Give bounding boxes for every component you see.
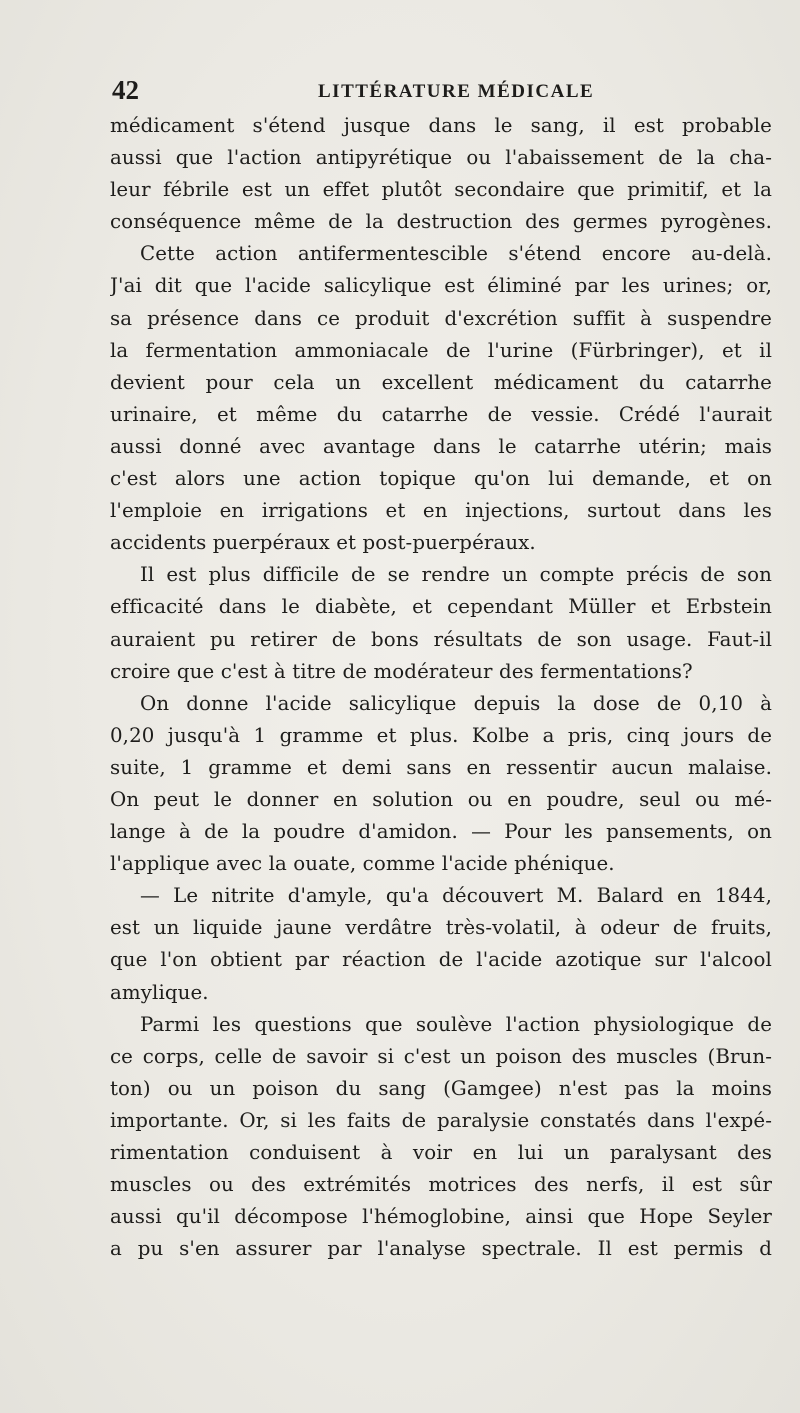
body-text [110, 110, 772, 1265]
text-line: a pu s'en assurer par l'analyse spectrale. Il est permis d [110, 1237, 772, 1261]
text-line: est un liquide jaune verdâtre très-volatil, à odeur de fruits, [110, 916, 772, 940]
text-line: J'ai dit que l'acide salicylique est éliminé par les urines; or, [110, 274, 772, 298]
text-line: l'applique avec la ouate, comme l'acide phénique. [110, 852, 615, 876]
text-line: médicament s'étend jusque dans le sang, il est probable [110, 114, 772, 137]
text-line: aussi que l'action antipyrétique ou l'abaissement de la cha- [110, 146, 772, 170]
text-line: l'emploie en irrigations et en injections, surtout dans les [110, 499, 772, 523]
text-line: amylique. [110, 980, 209, 1004]
text-line: On donne l'acide salicylique depuis la dose de 0,10 à [140, 691, 772, 715]
text-line: On peut le donner en solution ou en poudre, seul ou mé- [110, 787, 772, 811]
text-line: accidents puerpéraux et post-puerpéraux. [110, 531, 536, 555]
text-line: Il est plus difficile de se rendre un compte précis de son [140, 563, 772, 587]
text-line: ton) ou un poison du sang (Gamgee) n'est pas la moins [110, 1076, 772, 1100]
text-line: la fermentation ammoniacale de l'urine (Fürbringer), et il [110, 338, 772, 362]
text-line: urinaire, et même du catarrhe de vessie. Crédé l'aurait [110, 402, 772, 426]
text-line: efficacité dans le diabète, et cependant Müller et Erbstein [110, 595, 772, 619]
text-line: rimentation conduisent à voir en lui un paralysant des [110, 1141, 772, 1164]
text-line: conséquence même de la destruction des germes pyrogènes. [110, 210, 772, 234]
text-line: muscles ou des extrémités motrices des nerfs, il est sûr [110, 1173, 772, 1197]
text-line: — Le nitrite d'amyle, qu'a découvert M. Balard en 1844, [140, 884, 772, 908]
text-line: Parmi les questions que soulève l'action physiologique de [140, 1012, 772, 1036]
text-line: auraient pu retirer de bons résultats de son usage. Faut-il [110, 627, 772, 651]
text-line: suite, 1 gramme et demi sans en ressentir aucun malaise. [110, 755, 772, 779]
text-line: ce corps, celle de savoir si c'est un poison des muscles (Brun- [110, 1044, 772, 1068]
text-line: leur fébrile est un effet plutôt secondaire que primitif, et la [110, 178, 772, 202]
text-line: aussi donné avec avantage dans le catarrhe utérin; mais [110, 434, 772, 458]
text-line: devient pour cela un excellent médicament du catarrhe [110, 370, 772, 394]
page-number: 42 [112, 75, 139, 105]
text-line: Cette action antifermentescible s'étend encore au-delà. [140, 242, 772, 266]
text-line: importante. Or, si les faits de paralysie constatés dans l'expé- [110, 1108, 772, 1132]
running-head: LITTÉRATURE MÉDICALE [318, 81, 595, 102]
page-header [112, 72, 772, 108]
text-line: 0,20 jusqu'à 1 gramme et plus. Kolbe a pris, cinq jours de [110, 723, 772, 747]
text-line: lange à de la poudre d'amidon. — Pour les pansements, on [110, 820, 772, 844]
text-line: aussi qu'il décompose l'hémoglobine, ainsi que Hope Seyler [110, 1205, 772, 1229]
text-line: croire que c'est à titre de modérateur des fermentations? [110, 659, 693, 683]
text-line: c'est alors une action topique qu'on lui demande, et on [110, 467, 772, 491]
text-line: sa présence dans ce produit d'excrétion suffit à suspendre [110, 306, 772, 330]
text-line: que l'on obtient par réaction de l'acide azotique sur l'alcool [110, 948, 772, 972]
